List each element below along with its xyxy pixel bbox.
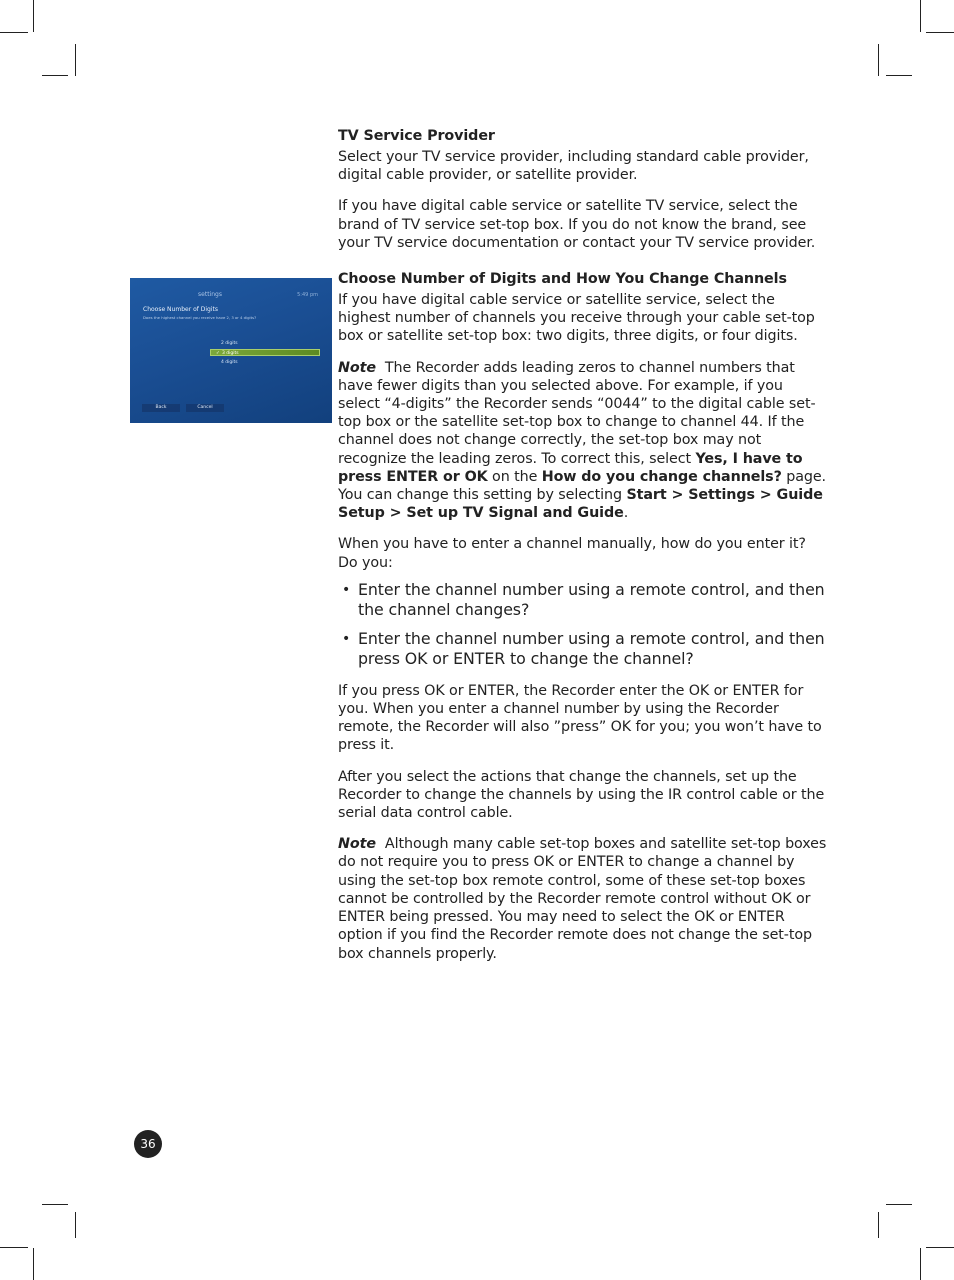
paragraph: If you have digital cable service or satellite service, select the highest number of channels you receive through your cable set-top box or satellite set-top box: two digits, three digits, or four digits. [338,292,815,345]
screenshot-time: 5:49 pm [297,292,318,298]
note-paragraph: Note Although many cable set-top boxes and satellite set-top boxes do not require you to press OK or ENTER to change a channel by using the set-top box remote control, some of these set-top boxes cannot be controlled by the Recorder remote control without OK or ENTER being pressed. You may need to select the OK or ENTER option if you find the Recorder remote does not change the set-top box channels properly. [338,836,827,962]
note-paragraph: Note The Recorder adds leading zeros to channel numbers that have fewer digits than you selected above. For example, if you select “4-digits” the Recorder sends “0044” to the digital cable set-top box or the satellite set-top box to change to channel 44. If the channel does not change correctly, the set-top box may not recognize the leading zeros. To correct this, select Yes, I have to press ENTER or OK on the How do you change channels? page. You can change this setting by selecting Start > Settings > Guide Setup > Set up TV Signal and Guide. [338,359,826,522]
screenshot-subtitle: Does the highest channel you receive have 2, 3 or 4 digits? [143,315,257,320]
list-item: • Enter the channel number using a remote control, and then press OK or ENTER to change the channel? [358,629,828,669]
paragraph: If you press OK or ENTER, the Recorder enter the OK or ENTER for you. When you enter a channel number by using the Recorder remote, the Recorder will also ”press” OK for you; you won’t have to press it. [338,682,822,754]
paragraph: After you select the actions that change the channels, set up the Recorder to change the channels by using the IR control cable or the serial data control cable. [338,768,825,822]
crop-mark [920,1248,921,1280]
option-4-digits[interactable]: 4 digits [221,360,238,365]
screenshot-title: settings [198,291,222,298]
section-heading-tv-service: TV Service Provider [338,128,495,144]
check-icon: ✓ [216,351,220,356]
crop-mark [75,44,76,76]
crop-mark [33,1248,34,1280]
paragraph: When you have to enter a channel manually, how do you enter it? Do you: [338,536,806,571]
text-column [338,127,828,976]
settings-screenshot [130,278,332,423]
bullet-list [338,580,828,669]
crop-mark [886,75,912,76]
crop-mark [878,44,879,76]
crop-mark [886,1204,912,1205]
crop-mark [926,32,954,33]
crop-mark [0,32,28,33]
crop-mark [920,0,921,32]
crop-mark [0,1247,28,1248]
option-3-digits[interactable]: ✓ 3 digits [210,349,320,356]
crop-mark [42,1204,68,1205]
screenshot-heading: Choose Number of Digits [143,306,218,313]
crop-mark [926,1247,954,1248]
section-heading-digits: Choose Number of Digits and How You Change Channels [338,271,787,288]
paragraph: Select your TV service provider, including standard cable provider, digital cable provider, or satellite provider. [338,149,809,184]
page-number: 36 [134,1130,162,1158]
paragraph: If you have digital cable service or satellite TV service, select the brand of TV service set-top box. If you do not know the brand, see your TV service documentation or contact your TV service provider. [338,198,816,251]
crop-mark [878,1212,879,1238]
note-label: Note [338,359,376,376]
cancel-button[interactable]: Cancel [186,404,224,412]
list-item: • Enter the channel number using a remote control, and then the channel changes? [358,580,828,620]
back-button[interactable]: Back [142,404,180,412]
crop-mark [42,75,68,76]
crop-mark [33,0,34,32]
note-label: Note [338,836,376,853]
crop-mark [75,1212,76,1238]
option-2-digits[interactable]: 2 digits [221,341,238,346]
